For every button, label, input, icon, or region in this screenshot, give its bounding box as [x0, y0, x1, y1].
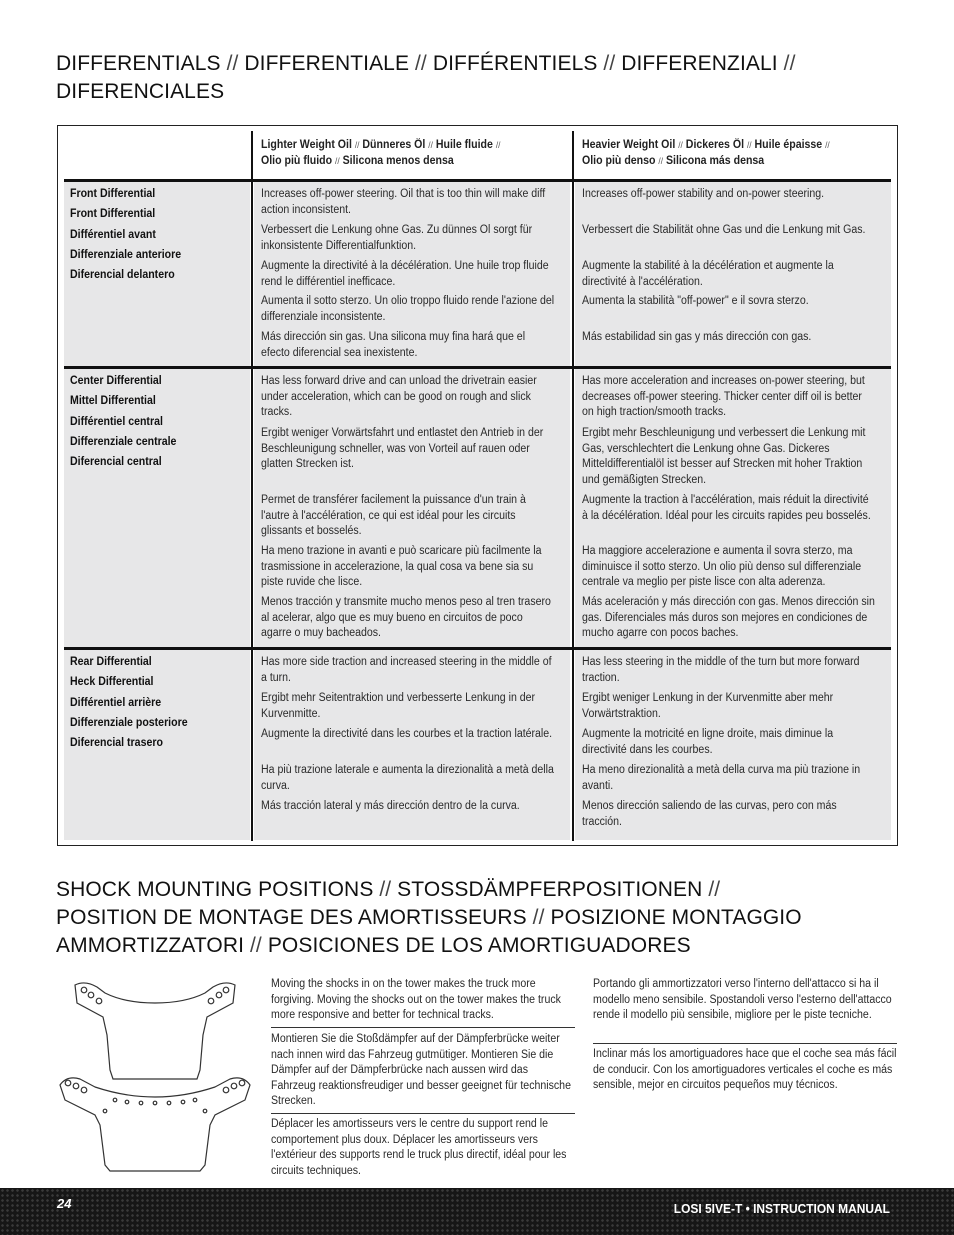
shock-text-it: Portando gli ammortizzatori verso l'interno dell'attacco si ha il modello meno sensibile. Spostandoli verso l'esterno dell'attacco rende il modello più sensibile, migliore per le piste tecniche. — [593, 978, 892, 1021]
row-label-line: Mittel Differential — [70, 395, 156, 408]
shock-text-de: Montieren Sie die Stoßdämpfer auf der Dämpferbrücke weiter nach innen wird das Fahrzeug gutmütiger. Montieren Sie die Dämpfer auf der Dämpferbrücke nach aussen wird das Fahrzeug reaktionsfreudiger und besser geeignet für technische Strecken. — [271, 1033, 571, 1107]
front-heavy-it: Aumenta la stabilità "off-power" e il sovra sterzo. — [582, 295, 809, 307]
title-part: DIFFERENTIALE — [244, 52, 410, 75]
mount-hole — [203, 1109, 207, 1113]
shock-text-en: Moving the shocks in on the tower makes the truck more forgiving. Moving the shocks out on the tower makes the truck more responsive and better for technical tracks. — [271, 978, 561, 1021]
header-separator: // — [495, 140, 501, 150]
mount-hole — [181, 1100, 185, 1104]
header-text: Dickeres Öl — [685, 139, 745, 151]
title-separator: // — [379, 878, 392, 901]
title-part: DIFFÉRENTIELS — [432, 52, 598, 75]
center-heavy-en: Has more acceleration and increases on-power steering, but decreases off-power steering. Thicker center diff oil is better on high traction/smooth tracks. — [582, 375, 865, 418]
title-part: STOSSDÄMPFERPOSITIONEN — [397, 878, 703, 901]
shock-text-es: Inclinar más los amortiguadores hace que el coche sea más fácil de conducir. Con los amortiguadores verticales el coche es más sensible, mejor en circuitos pequeños muy técnicos. — [593, 1048, 897, 1091]
header-rule — [64, 179, 891, 182]
row-label-line: Differenziale centrale — [70, 435, 177, 448]
mount-hole — [113, 1098, 117, 1102]
mount-hole — [231, 1083, 237, 1089]
mount-hole — [193, 1098, 197, 1102]
row-label-line: Front Differential — [70, 188, 156, 200]
front-heavy-fr: Augmente la stabilité à la décélération et augmente la directivité à l'accélération. — [582, 260, 834, 288]
upper-shock-tower — [75, 983, 235, 1079]
mount-hole — [167, 1101, 171, 1105]
row-rule — [64, 366, 891, 369]
front-heavy-en: Increases off-power stability and on-power steering. — [582, 188, 825, 200]
row-label-line: Différentiel central — [70, 415, 163, 428]
title-part: DIFFERENTIALS — [56, 52, 221, 75]
front-light-it: Aumenta il sotto sterzo. Un olio troppo fluido rende l'azione del differenziale inconsistente. — [261, 295, 555, 323]
title-part: POSITION DE MONTAGE DES AMORTISSEURS — [56, 906, 527, 929]
mount-hole — [239, 1080, 245, 1086]
header-text: Lighter Weight Oil — [261, 139, 352, 151]
front-light-de: Verbessert die Lenkung ohne Gas. Zu dünnes Öl sorgt für inkonsistente Differentialfunktion. — [261, 224, 533, 252]
row-label-line: Heck Differential — [70, 676, 154, 689]
mount-hole — [81, 1087, 87, 1093]
title-separator: // — [532, 906, 545, 929]
row-label-rear — [70, 652, 188, 753]
center-heavy-fr: Augmente la traction à l'accélération, mais réduit la directivité à la décélération. Idéal pour les circuits rapides peu bosselés. — [582, 494, 871, 522]
front-heavy-es: Más estabilidad sin gas y más dirección con gas. — [582, 331, 812, 343]
shock-tower-illustration — [55, 975, 255, 1175]
shock-divider — [271, 1113, 575, 1114]
mount-hole — [223, 987, 229, 993]
rear-heavy-fr: Augmente la motricité en ligne droite, mais diminue la directivité dans les courbes. — [582, 728, 834, 756]
rear-heavy-de: Ergibt weniger Lenkung in der Kurvenmitte aber mehr Vorwärtstraktion. — [582, 692, 834, 720]
row-label-line: Rear Differential — [70, 656, 152, 668]
mount-hole — [73, 1083, 79, 1089]
center-light-fr: Permet de transférer facilement la puissance d'un train à l'autre à l'accélération, ce qui est idéal pour les circuits glissants et bosselés. — [261, 494, 526, 537]
rear-light-de: Ergibt mehr Seitentraktion und verbesserte Lenkung in der Kurvenmitte. — [261, 692, 536, 720]
title-separator: // — [415, 52, 427, 75]
center-heavy-de: Ergibt mehr Beschleunigung und verbessert die Lenkung mit Gas, verschlechtert die Lenkung ohne Gas. Dickeres Mitteldifferentialöl ist besser auf Strecken mit hoher Traktion und gemäßigten Strecken. — [582, 427, 866, 486]
header-separator: // — [354, 140, 360, 150]
differentials-table — [57, 125, 898, 846]
mount-hole — [153, 1101, 157, 1105]
center-light-es: Menos tracción y transmite mucho menos peso al tren trasero al acelerar, algo que es muy bueno en circuitos de poco agarre o muy bacheados. — [261, 596, 551, 639]
mount-hole — [65, 1080, 71, 1086]
header-text: Dünneres Öl — [362, 139, 426, 151]
header-separator: // — [658, 156, 664, 166]
title-part: POSICIONES DE LOS AMORTIGUADORES — [267, 934, 691, 957]
header-heavier-oil — [582, 137, 830, 169]
rear-heavy-it: Ha meno direzionalità a metà della curva ma più trazione in avanti. — [582, 764, 861, 792]
center-heavy-es: Más aceleración y más dirección con gas. Menos dirección sin gas. Diferenciales más duros son mejores en condiciones de mucho agarre con pocos baches. — [582, 596, 875, 639]
center-light-it: Ha meno trazione in avanti e può scaricare più facilmente la trasmissione in accelerazione, la qual cosa va bene sia su piste ruvide che lisce. — [261, 545, 542, 588]
rear-light-fr: Augmente la directivité dans les courbes et la traction latérale. — [261, 728, 553, 740]
front-light-en: Increases off-power steering. Oil that is too thin will make diff action inconsistent. — [261, 188, 546, 216]
mount-hole — [96, 998, 102, 1004]
center-light-de: Ergibt weniger Vorwärtsfahrt und entlastet den Antrieb in der Beschleunigung schneller, was von Vorteil auf rauen oder glatten Strecken ist. — [261, 427, 544, 470]
title-part: DIFFERENZIALI — [621, 52, 778, 75]
rear-light-it: Ha più trazione laterale e aumenta la direzionalità a metà della curva. — [261, 764, 554, 792]
title-separator: // — [783, 52, 796, 75]
front-heavy-de: Verbessert die Stabilität ohne Gas und die Lenkung mit Gas. — [582, 224, 866, 236]
header-separator: // — [825, 140, 830, 150]
row-label-line: Front Differential — [70, 208, 156, 221]
differentials-title — [56, 50, 906, 106]
front-light-fr: Augmente la directivité à la décélération. Une huile trop fluide rend le différentiel inefficace. — [261, 260, 549, 288]
header-text: Silicona menos densa — [342, 155, 454, 167]
header-text: Olio più fluido — [261, 155, 333, 167]
row-rule — [64, 647, 891, 650]
lower-shock-tower — [60, 1078, 250, 1171]
manual-title: LOSI 5IVE-T • INSTRUCTION MANUAL — [673, 1201, 890, 1216]
header-separator: // — [335, 156, 340, 166]
mount-hole — [223, 1087, 229, 1093]
mount-hole — [81, 987, 87, 993]
title-part: POSIZIONE MONTAGGIO AMMORTIZZATORI — [56, 906, 802, 957]
mount-hole — [216, 992, 222, 998]
row-label-line: Center Differential — [70, 375, 162, 387]
title-separator: // — [603, 52, 616, 75]
shock-divider — [593, 1043, 897, 1044]
row-label-line: Différentiel avant — [70, 228, 156, 241]
row-label-front — [70, 184, 181, 285]
center-heavy-it: Ha maggiore accelerazione e aumenta il sovra sterzo, ma diminuisce il sotto sterzo. Un olio più denso sul differenziale centrale va meglio per piste lisce con alta aderenza. — [582, 545, 862, 588]
front-light-es: Más dirección sin gas. Una silicona muy fina hará que el efecto diferencial sea inexistente. — [261, 331, 526, 359]
mount-hole — [125, 1100, 129, 1104]
header-separator: // — [428, 140, 433, 150]
center-light-en: Has less forward drive and can unload the drivetrain easier under acceleration, which can be good on rough and slick tracks. — [261, 375, 537, 418]
rear-light-es: Más tracción lateral y más dirección dentro de la curva. — [261, 800, 520, 812]
row-label-line: Differenziale anteriore — [70, 248, 182, 261]
header-text: Heavier Weight Oil — [582, 139, 676, 151]
row-label-line: Diferencial trasero — [70, 737, 163, 750]
mount-hole — [208, 998, 214, 1004]
title-separator: // — [250, 934, 262, 957]
title-part: SHOCK MOUNTING POSITIONS — [56, 878, 374, 901]
rear-heavy-es: Menos dirección saliendo de las curvas, pero con más tracción. — [582, 800, 837, 828]
header-text: Silicona más densa — [665, 155, 765, 167]
mount-hole — [88, 992, 94, 998]
rear-light-en: Has more side traction and increased steering in the middle of a turn. — [261, 656, 552, 684]
header-separator: // — [678, 140, 683, 150]
column-divider — [251, 131, 253, 841]
title-part: DIFERENCIALES — [56, 80, 225, 103]
header-text: Olio più denso — [582, 155, 656, 167]
title-separator: // — [708, 878, 721, 901]
shock-divider — [271, 1027, 575, 1028]
row-label-line: Différentiel arrière — [70, 696, 162, 709]
row-label-line: Diferencial central — [70, 456, 162, 469]
rear-heavy-en: Has less steering in the middle of the turn but more forward traction. — [582, 656, 860, 684]
row-label-line: Diferencial delantero — [70, 269, 175, 282]
title-separator: // — [226, 52, 239, 75]
header-text: Huile épaisse — [754, 139, 823, 151]
page-number: 24 — [57, 1196, 72, 1211]
row-label-line: Differenziale posteriore — [70, 716, 188, 729]
header-separator: // — [746, 140, 752, 150]
row-label-center — [70, 371, 176, 472]
shock-mounting-title — [56, 876, 916, 960]
shock-text-fr: Déplacer les amortisseurs vers le centre du support rend le comportement plus doux. Déplacer les amortisseurs vers l'extérieur des supports rend le truck plus directif, idéal pour les circuits techniques. — [271, 1118, 567, 1177]
mount-hole — [139, 1101, 143, 1105]
mount-hole — [103, 1109, 107, 1113]
header-text: Huile fluide — [435, 139, 493, 151]
column-divider — [572, 131, 574, 841]
header-lighter-oil — [261, 137, 500, 169]
